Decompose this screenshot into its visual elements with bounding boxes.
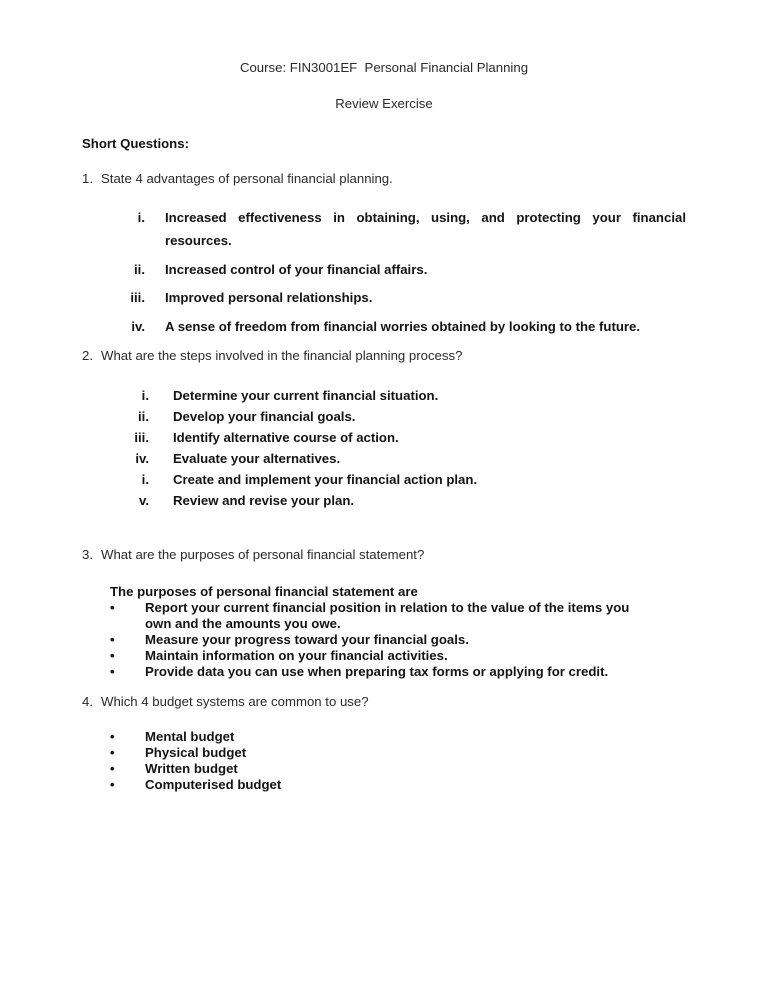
- list-marker: i.: [141, 388, 149, 403]
- list-item-text: Provide data you can use when preparing tax forms or applying for credit.: [145, 664, 609, 679]
- list-item-text: Determine your current financial situation.: [173, 388, 439, 403]
- list-item-text: Increased effectiveness in obtaining, using, and protecting your financial resources.: [165, 210, 686, 248]
- list-item-text: Report your current financial position in relation to the value of the items you: [145, 600, 630, 615]
- list-marker: iii.: [134, 430, 149, 445]
- list-item: [110, 761, 510, 777]
- bullet-icon: •: [110, 664, 115, 679]
- question-1-text: State 4 advantages of personal financial planning.: [101, 171, 393, 186]
- question-4: [82, 694, 686, 710]
- list-item: [110, 729, 510, 745]
- section-heading-short-questions: Short Questions:: [82, 136, 189, 151]
- list-item-text: Identify alternative course of action.: [173, 430, 399, 445]
- list-item-text-wrap: own and the amounts you owe.: [145, 616, 341, 631]
- document-subtitle: Review Exercise: [335, 96, 433, 111]
- question-4-number: 4.: [82, 694, 93, 709]
- question-1: [82, 171, 686, 187]
- bullet-icon: •: [110, 600, 115, 615]
- bullet-icon: •: [110, 761, 115, 776]
- question-2: [82, 348, 686, 364]
- bullet-icon: •: [110, 648, 115, 663]
- list-item: [110, 632, 686, 648]
- list-item: [110, 648, 686, 664]
- list-marker: iv.: [131, 318, 145, 334]
- list-item-text: Improved personal relationships.: [165, 290, 373, 305]
- list-item-text: Review and revise your plan.: [173, 493, 355, 508]
- question-3-answer-list: [110, 600, 686, 680]
- question-3-number: 3.: [82, 547, 93, 562]
- list-item-text: Evaluate your alternatives.: [173, 451, 341, 466]
- list-item-text: Create and implement your financial action plan.: [173, 472, 478, 487]
- list-item-text: Physical budget: [145, 745, 247, 760]
- list-item-text: Maintain information on your financial activities.: [145, 648, 448, 663]
- list-item: [107, 385, 627, 406]
- bullet-icon: •: [110, 777, 115, 792]
- question-2-text: What are the steps involved in the financial planning process?: [101, 348, 463, 363]
- list-marker: iii.: [130, 290, 145, 305]
- course-title: Course: FIN3001EF Personal Financial Planning: [239, 60, 529, 75]
- bullet-icon: •: [110, 729, 115, 744]
- list-item-text: Computerised budget: [145, 777, 282, 792]
- list-item: [107, 406, 627, 427]
- question-4-answer-list: [110, 729, 510, 793]
- question-3-answer-intro: The purposes of personal financial statement are: [110, 584, 418, 599]
- list-marker: v.: [138, 493, 149, 508]
- list-item: [107, 315, 686, 338]
- question-2-number: 2.: [82, 348, 93, 363]
- question-4-text: Which 4 budget systems are common to use?: [101, 694, 369, 709]
- list-item: [107, 286, 686, 309]
- list-item: [110, 745, 510, 761]
- list-marker: i.: [141, 472, 149, 487]
- list-item: [110, 600, 686, 632]
- list-marker: ii.: [134, 261, 145, 277]
- question-1-number: 1.: [82, 171, 93, 186]
- list-item: [110, 777, 510, 793]
- list-item-text: Measure your progress toward your financial goals.: [145, 632, 469, 647]
- list-item: [107, 469, 627, 490]
- list-item: [107, 427, 627, 448]
- list-item-text: Written budget: [145, 761, 238, 776]
- list-item-text: Increased control of your financial affairs.: [165, 261, 428, 277]
- list-item: [107, 206, 686, 252]
- question-3: [82, 547, 686, 563]
- list-item-text: Develop your financial goals.: [173, 409, 356, 424]
- list-marker: ii.: [138, 409, 149, 424]
- bullet-icon: •: [110, 632, 115, 647]
- question-1-answer-list: [107, 206, 686, 343]
- bullet-icon: •: [110, 745, 115, 760]
- question-2-answer-list: [107, 385, 627, 511]
- list-item-text: Mental budget: [145, 729, 235, 744]
- list-item: [107, 258, 686, 281]
- question-3-text: What are the purposes of personal financial statement?: [101, 547, 425, 562]
- list-item: [110, 664, 686, 680]
- list-marker: iv.: [135, 451, 149, 466]
- list-item-text: A sense of freedom from financial worries obtained by looking to the future.: [165, 318, 641, 334]
- list-marker: i.: [137, 210, 145, 225]
- list-item: [107, 490, 627, 511]
- list-item: [107, 448, 627, 469]
